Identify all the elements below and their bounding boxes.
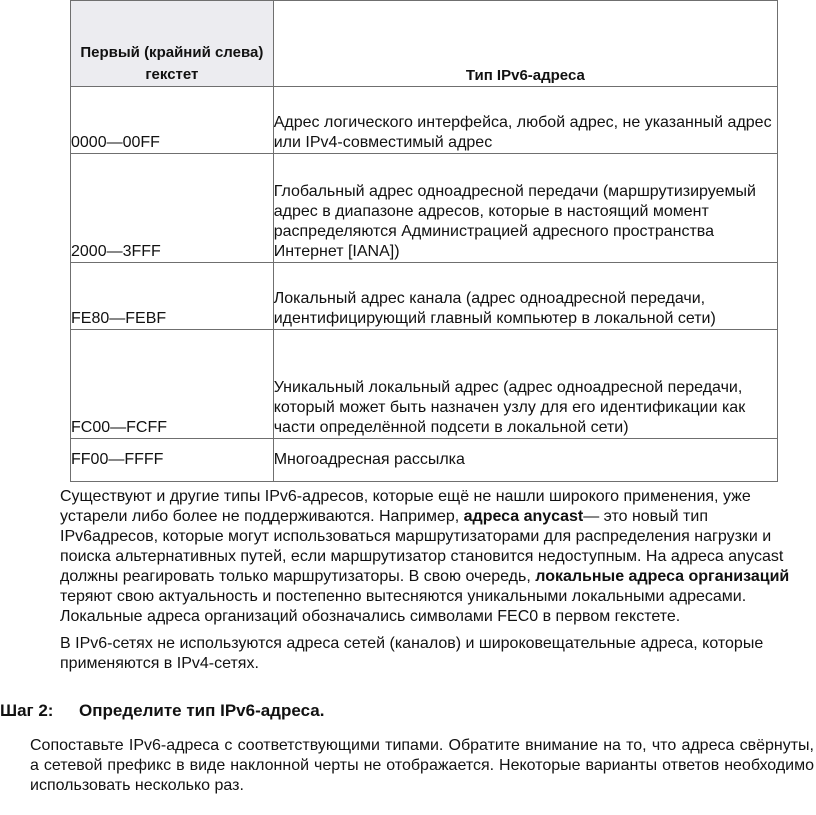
ipv6-address-type-table: [70, 0, 778, 482]
address-type-description: Уникальный локальный адрес (адрес одноадресной передачи, который может быть назначен узлу для его идентификации как части определённой подсети в локальной сети): [273, 330, 777, 439]
header-first-hextet: Первый (крайний слева) гекстет: [71, 1, 274, 87]
table-row: [71, 263, 778, 330]
anycast-term: адреса anycast: [463, 508, 584, 525]
hextet-range: FF00—FFFF: [71, 439, 274, 482]
step-title: Определите тип IPv6-адреса.: [79, 701, 325, 720]
other-address-types-paragraph: [60, 487, 800, 627]
hextet-range: 2000—3FFF: [71, 154, 274, 263]
header-address-type: Тип IPv6-адреса: [273, 1, 777, 87]
table-row: [71, 154, 778, 263]
hextet-range: FC00—FCFF: [71, 330, 274, 439]
table-row: [71, 330, 778, 439]
address-type-description: Многоадресная рассылка: [273, 439, 777, 482]
address-type-description: Локальный адрес канала (адрес одноадресной передачи, идентифицирующий главный компьютер в локальной сети): [273, 263, 777, 330]
hextet-range: 0000—00FF: [71, 87, 274, 154]
address-type-description: Адрес логического интерфейса, любой адрес, не указанный адрес или IPv4-совместимый адрес: [273, 87, 777, 154]
site-local-term: локальные адреса организаций: [535, 568, 790, 585]
step-number: Шаг 2:: [0, 701, 54, 720]
paragraph-text: — это новый тип IPv6адресов, которые могут использоваться маршрутизаторами для распределения нагрузки и поиска альтернативных путей, если маршрутизатор становится недоступным. На адреса anycast должны реагировать только маршрутизаторы. В свою очередь,: [60, 508, 784, 585]
paragraph-text: Существуют и другие типы IPv6-адресов, которые ещё не нашли широкого применения, уже устарели либо более не поддерживаются. Например,: [60, 488, 751, 525]
hextet-range: FE80—FEBF: [71, 263, 274, 330]
address-type-description: Глобальный адрес одноадресной передачи (маршрутизируемый адрес в диапазоне адресов, которые в настоящий момент распределяются Администрацией адресного пространства Интернет [IANA]): [273, 154, 777, 263]
instructions-paragraph: Сопоставьте IPv6-адреса с соответствующими типами. Обратите внимание на то, что адреса свёрнуты, а сетевой префикс в виде наклонной черты не отображается. Некоторые варианты ответов необходимо использовать несколько раз.: [30, 737, 814, 794]
no-broadcast-paragraph: В IPv6-сетях не используются адреса сетей (каналов) и широковещательные адреса, которые применяются в IPv4-сетях.: [60, 635, 764, 672]
paragraph-text: теряют свою актуальность и постепенно вытесняются уникальными локальными адресами. Локальные адреса организаций обозначались символами FEC0 в первом гекстете.: [60, 588, 747, 625]
table-row: [71, 439, 778, 482]
table-row: [71, 87, 778, 154]
step-heading: [0, 700, 324, 722]
table-header-row: [71, 1, 778, 87]
